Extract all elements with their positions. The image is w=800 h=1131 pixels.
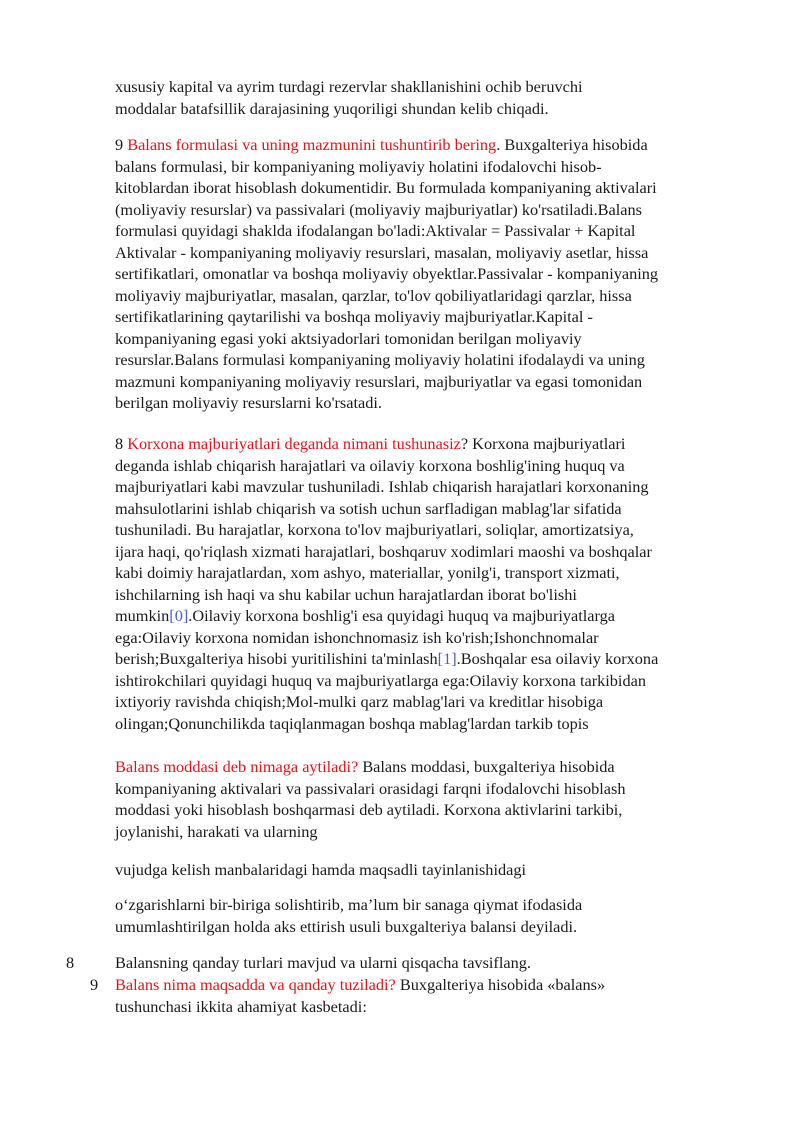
- question-text: Korxona majburiyatlari deganda nimani tushunasiz: [127, 434, 461, 453]
- list-item: [115, 974, 745, 1017]
- paragraph-line: Aktivalar - kompaniyaning moliyaviy resurslari, masalan, moliyaviy asetlar, hissa: [115, 242, 649, 262]
- intro-line: moddalar batafsillik darajasining yuqoriligi shundan kelib chiqadi.: [115, 98, 549, 118]
- line-text: mumkin: [115, 606, 170, 625]
- paragraph-line: sertifikatlari, omonatlar va boshqa moliyaviy obyektlar.Passivalar - kompaniyaning: [115, 264, 659, 283]
- list-number: 8: [66, 953, 75, 972]
- paragraph-liabilities: [115, 433, 745, 734]
- paragraph-line: berilgan moliyaviy resurslarni ko'rsatadi.: [115, 393, 382, 412]
- paragraph-line: kompaniyaning egasi yoki aktsiyadorlari tomonidan berilgan moliyaviy: [115, 328, 582, 348]
- paragraph-line: ijara haqi, qo'riqlash xizmati harajatlari, boshqaruv xodimlari maoshi va boshqalar: [115, 541, 652, 561]
- line-text: .Boshqalar esa oilaviy korxona: [456, 649, 659, 668]
- answer-start: Buxgalteriya hisobida «balans»: [395, 975, 606, 994]
- line-text: .Oilaviy korxona boshlig'i esa quyidagi huquq va majburiyatlarga: [188, 606, 616, 625]
- paragraph-line: sertifikatlarining qaytarilishi va boshqa moliyaviy majburiyatlar.Kapital -: [115, 307, 593, 326]
- list-item-first-line: [115, 974, 745, 996]
- paragraph-line: tushuniladi. Bu harajatlar, korxona to'lov majburiyatlari, soliqlar, amortizatsiya,: [115, 520, 634, 539]
- paragraph-line: moddasi yoki hisoblash boshqarmasi deb aytiladi. Korxona aktivlarini tarkibi,: [115, 800, 623, 819]
- list-item-line: tushunchasi ikkita ahamiyat kasbetadi:: [115, 996, 367, 1016]
- answer-start: ? Korxona majburiyatlari: [460, 434, 626, 453]
- paragraph-line: [115, 605, 745, 627]
- paragraph-line: ixtiyoriy ravishda chiqish;Mol-mulki qarz mablag'lari va kreditlar hisobiga: [115, 692, 604, 711]
- line-text: berish;Buxgalteriya hisobi yuritilishini ta'minlash: [115, 649, 438, 668]
- paragraph-balance-formula: [115, 134, 745, 414]
- paragraph-line: kitoblardan iborat hisoblash dokumentidir. Bu formulada kompaniyaning aktivalari: [115, 178, 657, 197]
- paragraph-line: formulasi quyidagi shaklda ifodalangan bo'ladi:Aktivalar = Passivalar + Kapital: [115, 221, 636, 240]
- paragraph-first-line: [115, 756, 745, 778]
- paragraph-line: umumlashtirilgan holda aks ettirish usuli buxgalteriya balansi deyiladi.: [115, 916, 578, 936]
- paragraph-line: joylanishi, harakati va ularning: [115, 821, 318, 841]
- paragraph-line: [115, 648, 745, 670]
- paragraph-line: kabi doimiy harajatlardan, xom ashyo, materiallar, yonilg'i, transport xizmati,: [115, 563, 620, 582]
- question-text: Balans formulasi va uning mazmunini tushuntirib bering: [127, 135, 497, 154]
- question-text: Balans moddasi deb nimaga aytiladi?: [115, 757, 359, 776]
- paragraph-number: 9: [115, 135, 124, 154]
- list-item: [115, 952, 745, 974]
- paragraph-first-line: [115, 134, 745, 156]
- list-number: 9: [90, 975, 99, 994]
- paragraph-separate-line: [115, 859, 745, 881]
- paragraph-line: moliyaviy majburiyatlar, masalan, qarzlar, to'lov qobiliyatlaridagi qarzlar, hissa: [115, 285, 632, 305]
- answer-start: Balans moddasi, buxgalteriya hisobida: [358, 757, 615, 776]
- paragraph-line: ishchilarning ish haqi va shu kabilar uchun harajatlardan iborat bo'lishi: [115, 584, 577, 604]
- paragraph-first-line: [115, 433, 745, 455]
- paragraph-line: balans formulasi, bir kompaniyaning moliyaviy holatini ifodalovchi hisob-: [115, 156, 602, 176]
- paragraph-line: (moliyaviy resurslar) va passivalari (moliyaviy majburiyatlar) ko'rsatiladi.Balans: [115, 199, 642, 219]
- paragraph-balance-item: [115, 756, 745, 842]
- paragraph-line: deganda ishlab chiqarish harajatlari va oilaviy korxona boshlig'ining huquq va: [115, 455, 625, 475]
- question-text: Balans nima maqsadda va qanday tuziladi?: [115, 975, 396, 994]
- reference-link[interactable]: [1]: [437, 649, 457, 668]
- paragraph-line: ishtirokchilari quyidagi huquq va majburiyatlarga ega:Oilaviy korxona tarkibidan: [115, 670, 646, 690]
- paragraph-line: vujudga kelish manbalaridagi hamda maqsadli tayinlanishidagi: [115, 860, 526, 879]
- paragraph-line: o‘zgarishlarni bir-biriga solishtirib, ma’lum bir sanaga qiymat ifodasida: [115, 895, 583, 914]
- reference-link[interactable]: [0]: [169, 606, 189, 625]
- paragraph-line: ega:Oilaviy korxona nomidan ishonchnomasiz ish ko'rish;Ishonchnomalar: [115, 627, 599, 647]
- paragraph-line: mazmuni kompaniyaning moliyaviy resurslari, majburiyatlar va egasi tomonidan: [115, 371, 643, 391]
- paragraph-line: olingan;Qonunchilikda taqiqlanmagan boshqa mablag'lardan tarkib topis: [115, 713, 589, 733]
- paragraph-separate-block: [115, 894, 745, 937]
- answer-start: . Buxgalteriya hisobida: [496, 135, 648, 154]
- intro-paragraph: [115, 76, 745, 119]
- paragraph-line: majburiyatlari kabi mavzular tushuniladi. Ishlab chiqarish harajatlari korxonaning: [115, 477, 649, 496]
- paragraph-line: kompaniyaning aktivalari va passivalari orasidagi farqni ifodalovchi hisoblash: [115, 778, 626, 798]
- intro-line: xususiy kapital va ayrim turdagi rezervlar shakllanishini ochib beruvchi: [115, 77, 583, 96]
- paragraph-line: resurslar.Balans formulasi kompaniyaning moliyaviy holatini ifodalaydi va uning: [115, 350, 645, 369]
- paragraph-line: mahsulotlarini ishlab chiqarish va sotish uchun sarfladigan mablag'lar sifatida: [115, 498, 622, 518]
- paragraph-number: 8: [115, 434, 124, 453]
- list-item-text: Balansning qanday turlari mavjud va ularni qisqacha tavsiflang.: [115, 953, 531, 972]
